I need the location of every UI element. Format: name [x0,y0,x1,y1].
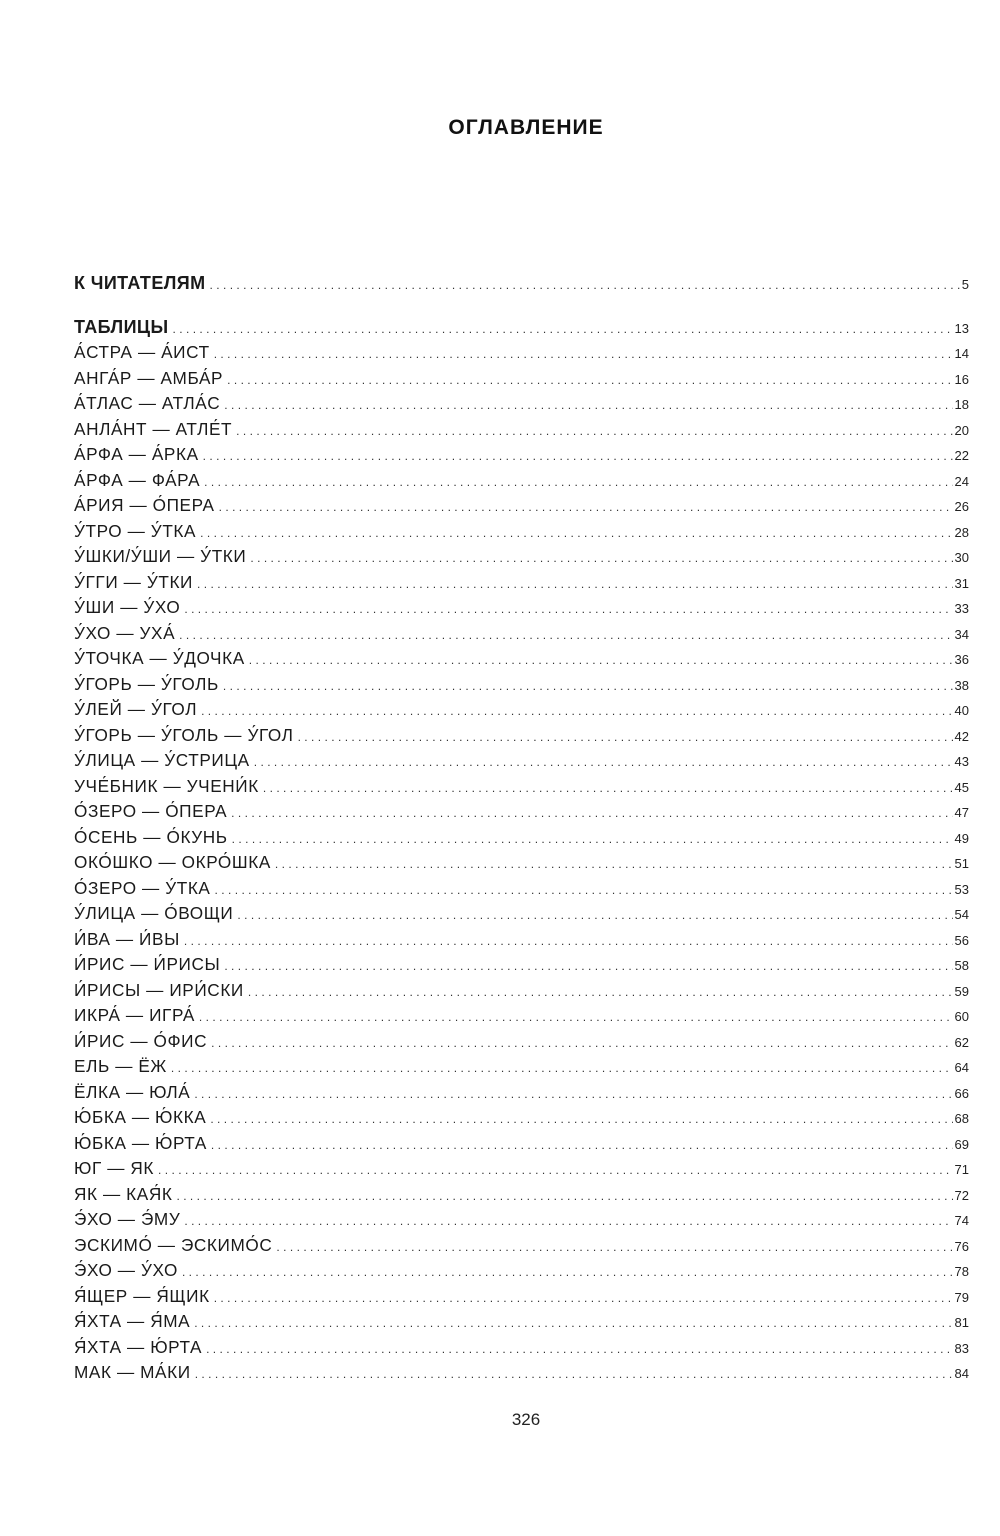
dot-leader [211,1031,952,1055]
toc-entry[interactable] [74,850,969,876]
toc-entry-page: 49 [954,830,969,846]
toc-entry-page: 54 [954,907,969,922]
toc-entry-label: А́ТЛАС — АТЛА́С [74,393,221,413]
toc-entry-label: У́ГОРЬ — У́ГОЛЬ [74,673,219,694]
dot-leader [219,495,953,519]
toc-entry-label: ЮГ — ЯК [74,1158,155,1178]
dot-leader [200,521,952,545]
toc-entry-page: 69 [954,1136,969,1152]
toc-entry-page: 5 [961,277,969,292]
toc-entry-label: У́ХО — УХА́ [74,622,176,643]
toc-entry-label: У́ТРО — У́ТКА [74,520,197,541]
toc-entry-page: 79 [954,1289,969,1305]
toc-entry-page: 45 [954,779,969,795]
toc-entry-page: 36 [954,652,969,667]
dot-leader [214,1286,953,1310]
dot-leader [223,674,953,698]
toc-entry-label: ЕЛЬ — ЁЖ [74,1056,167,1076]
toc-entry-label: К ЧИТАТЕЛЯМ [74,273,206,293]
toc-entry[interactable] [74,774,969,800]
dot-leader [254,750,953,774]
toc-entry[interactable] [74,1105,969,1131]
toc-entry[interactable] [74,468,969,494]
toc-entry[interactable] [74,417,969,443]
toc-entry-page: 26 [954,499,969,514]
dot-leader [203,444,953,468]
toc-entry[interactable] [74,1309,969,1335]
toc-entry[interactable] [74,1258,969,1284]
toc-entry-page: 28 [954,524,969,540]
dot-leader [194,1082,952,1106]
dot-leader [184,929,953,953]
dot-leader [184,597,952,621]
dot-leader [214,342,953,366]
toc-entry[interactable] [74,952,969,978]
toc-entry-page: 58 [954,958,969,973]
toc-entry-label: ОКО́ШКО — ОКРО́ШКА [74,852,271,872]
toc-entry-page: 83 [954,1340,969,1356]
toc-entry-page: 76 [954,1238,969,1254]
toc-entry[interactable] [74,595,969,621]
dot-leader [231,801,952,825]
toc-entry-page: 62 [954,1034,969,1050]
dot-leader [215,878,953,902]
toc-entry[interactable] [74,493,969,519]
toc-entry-page: 81 [954,1315,969,1330]
toc-entry-label: АНЛА́НТ — АТЛЕ́Т [74,418,233,439]
toc-entry-label: У́ШИ — У́ХО [74,597,181,617]
toc-entry[interactable] [74,1233,969,1259]
toc-entry[interactable] [74,442,969,468]
toc-entry[interactable] [74,1003,969,1029]
dot-leader [250,546,952,570]
toc-entry[interactable] [74,748,969,774]
toc-entry-label: И́РИС — О́ФИС [74,1030,208,1051]
toc-entry[interactable] [74,315,969,341]
toc-entry-label: О́СЕНЬ — О́КУНЬ [74,826,228,847]
toc-entry-page: 40 [954,703,969,718]
toc-entry-label: О́ЗЕРО — О́ПЕРА [74,801,228,821]
toc-entry-page: 18 [954,397,969,412]
toc-entry[interactable] [74,1360,969,1386]
toc-entry-page: 64 [954,1060,969,1075]
toc-entry-label: У́ШКИ/У́ШИ — У́ТКИ [74,546,247,566]
toc-entry[interactable] [74,927,969,953]
toc-entry-label: У́ЛЕЙ — У́ГОЛ [74,699,198,719]
toc-entry-page: 42 [954,728,969,744]
dot-leader [184,1209,952,1233]
toc-entry-label: У́ТОЧКА — У́ДОЧКА [74,648,245,668]
toc-entry-page: 56 [954,932,969,948]
toc-entry[interactable] [74,697,969,723]
toc-entry-label: ЭСКИМО́ — ЭСКИМО́С [74,1234,273,1255]
toc-entry-page: 72 [954,1187,969,1203]
toc-entry[interactable] [74,1156,969,1182]
toc-entry[interactable] [74,672,969,698]
toc-entry-page: 68 [954,1111,969,1126]
dot-leader [224,393,952,417]
toc-entry-page: 16 [954,371,969,387]
dot-leader [263,776,953,800]
toc-entry[interactable] [74,391,969,417]
toc-entry-page: 38 [954,677,969,693]
toc-entry-page: 47 [954,805,969,820]
toc-entry-label: АНГА́Р — АМБА́Р [74,367,224,388]
toc-entry[interactable] [74,271,969,297]
dot-leader [232,827,953,851]
toc-entry[interactable] [74,1284,969,1310]
dot-leader [236,419,952,443]
toc-entry[interactable] [74,621,969,647]
dot-leader [237,903,952,927]
toc-entry-page: 22 [954,448,969,463]
toc-entry[interactable] [74,799,969,825]
toc-entry-label: УЧЕ́БНИК — УЧЕНИ́К [74,775,259,796]
toc-entry[interactable] [74,723,969,749]
dot-leader [248,980,953,1004]
dot-leader [275,852,953,876]
dot-leader [195,1362,953,1386]
toc-entry-label: А́СТРА — А́ИСТ [74,342,210,362]
toc-entry-label: ЁЛКА — ЮЛА́ [74,1081,191,1102]
dot-leader [210,1107,952,1131]
toc-entry[interactable] [74,1054,969,1080]
dot-leader [206,1337,952,1361]
dot-leader [210,273,960,297]
toc-entry-page: 74 [954,1213,969,1228]
toc-entry[interactable] [74,1335,969,1361]
toc-entry-label: ИКРА́ — ИГРА́ [74,1005,195,1025]
toc-entry[interactable] [74,825,969,851]
toc-entry-label: О́ЗЕРО — У́ТКА [74,877,211,898]
toc-entry-label: И́РИСЫ — ИРИ́СКИ [74,979,244,1000]
toc-entry-label: У́ГГИ — У́ТКИ [74,571,194,592]
toc-entry-label: ТАБЛИЦЫ [74,316,169,337]
dot-leader [249,648,953,672]
toc-entry-label: Ю́БКА — Ю́ККА [74,1107,207,1127]
dot-leader [224,954,952,978]
toc-entry[interactable] [74,901,969,927]
toc-entry[interactable] [74,570,969,596]
toc-entry-label: Я́ЩЕР — Я́ЩИК [74,1285,210,1306]
toc-entry-page: 78 [954,1264,969,1279]
dot-leader [276,1235,952,1259]
page-number: 326 [511,1410,541,1429]
toc-entry[interactable] [74,544,969,570]
toc-entry-label: У́ЛИЦА — У́СТРИЦА [74,750,250,770]
dot-leader [211,1133,953,1157]
toc-entry-page: 14 [954,346,969,361]
toc-entry-label: Я́ХТА — Ю́РТА [74,1336,203,1357]
toc-entry-page: 53 [954,881,969,897]
toc-entry-label: Э́ХО — Э́МУ [74,1209,181,1229]
toc-entry-page: 24 [954,473,969,489]
toc-entry-label: У́ЛИЦА — О́ВОЩИ [74,903,234,923]
dot-leader [158,1158,952,1182]
toc-entry[interactable] [74,876,969,902]
toc-entry-page: 51 [954,856,969,871]
toc-entry-page: 71 [954,1162,969,1177]
toc-entry[interactable] [74,646,969,672]
dot-leader [227,368,952,392]
toc-entry-page: 20 [954,422,969,438]
dot-leader [173,317,953,341]
page-title: ОГЛАВЛЕНИЕ [448,116,604,139]
toc-entry[interactable] [74,1080,969,1106]
toc-entry[interactable] [74,1207,969,1233]
toc-entry-page: 84 [954,1366,969,1381]
toc-entry-label: У́ГОРЬ — У́ГОЛЬ — У́ГОЛ [74,724,294,745]
toc-entry-label: И́ВА — И́ВЫ [74,928,180,949]
toc-entry-page: 43 [954,754,969,769]
toc-entry-page: 66 [954,1085,969,1101]
toc-entry-page: 59 [954,983,969,999]
toc-entry[interactable] [74,366,969,392]
dot-leader [197,572,953,596]
toc-entry-label: А́РИЯ — О́ПЕРА [74,495,215,515]
toc-entry-page: 60 [954,1009,969,1024]
toc-entry[interactable] [74,1029,969,1055]
toc-entry[interactable] [74,1131,969,1157]
dot-leader [171,1056,953,1080]
toc-entry-label: МАК — МА́КИ [74,1362,191,1382]
toc-entry-label: А́РФА — ФА́РА [74,469,201,490]
toc-entry-label: Ю́БКА — Ю́РТА [74,1132,207,1153]
toc-entry-label: А́РФА — А́РКА [74,444,199,464]
toc-entry-label: И́РИС — И́РИСЫ [74,954,221,974]
dot-leader [199,1005,953,1029]
toc-entry[interactable] [74,978,969,1004]
toc-entry-page: 30 [954,550,969,565]
dot-leader [298,725,953,749]
toc-entry[interactable] [74,1182,969,1208]
toc-entry-label: ЯК — КАЯ́К [74,1183,173,1204]
toc-entry[interactable] [74,340,969,366]
toc-entry[interactable] [74,519,969,545]
dot-leader [179,623,952,647]
dot-leader [182,1260,953,1284]
toc-entry-page: 13 [954,320,969,336]
dot-leader [204,470,952,494]
dot-leader [194,1311,952,1335]
toc-entry-page: 34 [954,626,969,642]
toc-entry-page: 33 [954,601,969,616]
dot-leader [176,1184,952,1208]
dot-leader [201,699,952,723]
toc-entry-label: Я́ХТА — Я́МА [74,1311,191,1331]
toc-entry-label: Э́ХО — У́ХО [74,1260,178,1280]
table-of-contents [74,271,969,1386]
toc-entry-page: 31 [954,575,969,591]
